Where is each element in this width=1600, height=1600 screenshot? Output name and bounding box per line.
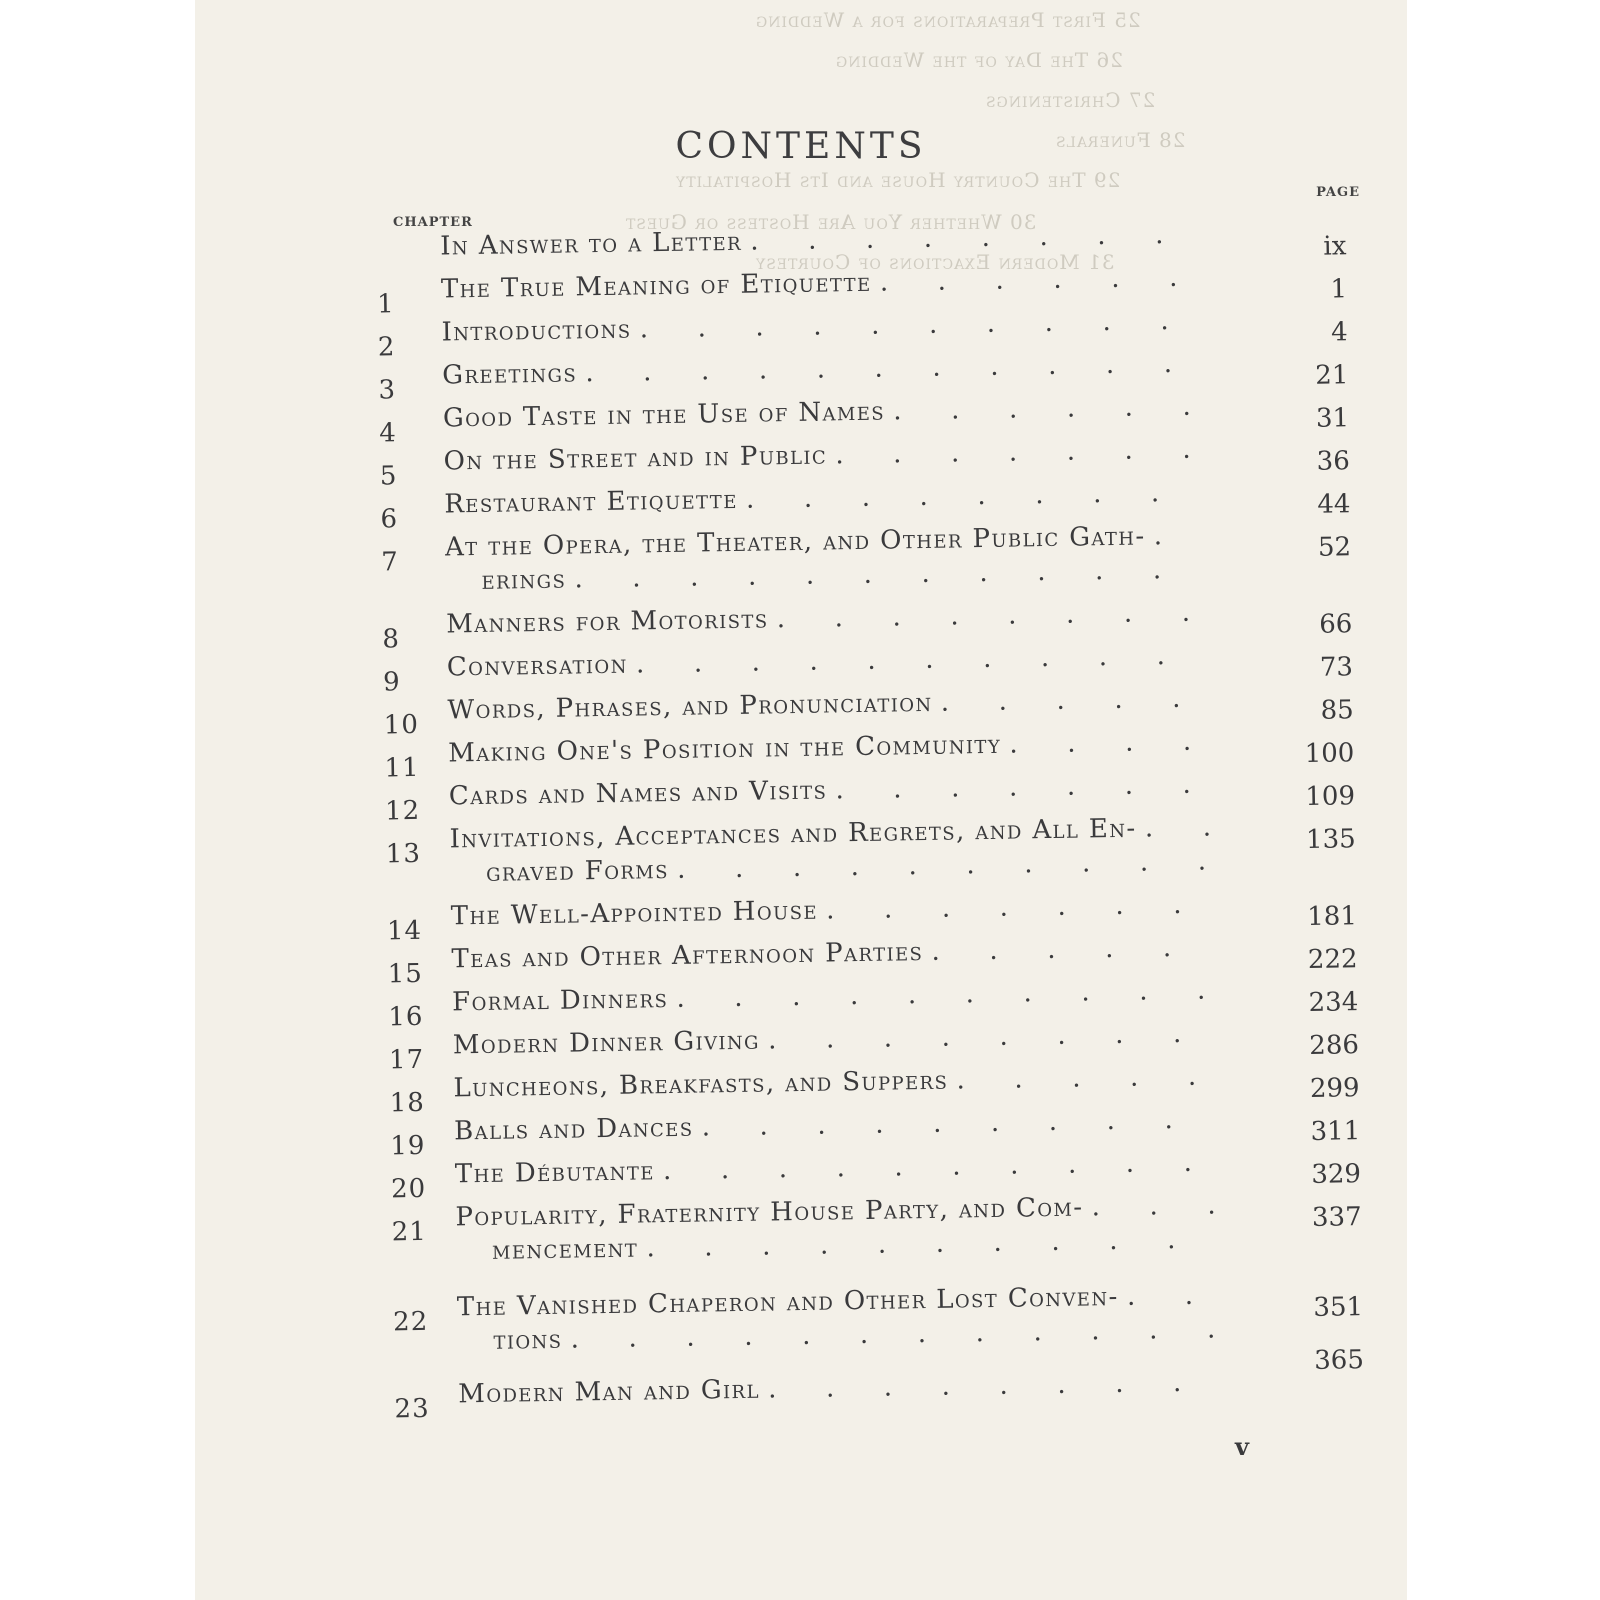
page-number: 31 — [1315, 403, 1350, 434]
toc-entry — [386, 887, 1377, 947]
chapter-title: Making One's Position in the Community . — [448, 726, 1214, 768]
chapter-title: The Vanished Chaperon and Other Lost Conven- . — [457, 1280, 1223, 1322]
show-through-text: 31 Modern Exactions of Courtesy — [755, 250, 1115, 274]
page-title: CONTENTS — [675, 126, 927, 167]
chapter-title: Conversation . — [447, 640, 1213, 682]
chapter-number: 15 — [387, 958, 424, 990]
page-number: 1 — [1330, 274, 1348, 305]
toc-entry — [394, 1345, 1384, 1425]
page-number: 109 — [1305, 781, 1356, 812]
chapter-number — [376, 246, 422, 247]
chapter-number: 9 — [382, 667, 401, 698]
chapter-column-header: CHAPTER — [393, 215, 473, 230]
show-through-text: 25 First Preparations for a Wedding — [755, 8, 1141, 32]
chapter-title: Luncheons, Breakfasts, and Suppers . — [453, 1061, 1219, 1103]
chapter-title: Cards and Names and Visits . — [449, 769, 1215, 811]
page-number: 21 — [1315, 360, 1349, 391]
page-number: 66 — [1318, 609, 1353, 640]
page-number: 36 — [1316, 446, 1350, 477]
chapter-title: Modern Man and Girl . — [458, 1367, 1224, 1409]
chapter-title: Words, Phrases, and Pronunciation . — [447, 683, 1213, 725]
chapter-title: Introductions . — [441, 305, 1207, 347]
page-number: 135 — [1305, 824, 1356, 855]
show-through-text: 27 Christenings — [985, 88, 1156, 112]
chapter-number: 13 — [385, 838, 422, 870]
page-number: ix — [1323, 231, 1347, 262]
page-number: 44 — [1317, 489, 1351, 520]
chapter-number: 4 — [378, 418, 397, 449]
chapter-title: Invitations, Acceptances and Regrets, and All En- . — [449, 812, 1215, 854]
chapter-title: Formal Dinners . — [452, 975, 1218, 1017]
page-number: 52 — [1317, 532, 1352, 563]
chapter-title: Balls and Dances . — [454, 1104, 1220, 1146]
chapter-title: Good Taste in the Use of Names . — [443, 391, 1209, 433]
show-through-text: 28 Funerals — [1055, 128, 1186, 152]
chapter-title: The True Meaning of Etiquette . — [441, 262, 1207, 304]
chapter-title-continued: tions . — [493, 1314, 1223, 1355]
chapter-title: In Answer to a Letter . — [440, 219, 1206, 261]
show-through-text: 26 The Day of the Wedding — [835, 48, 1123, 72]
chapter-number: 17 — [388, 1044, 425, 1076]
chapter-title: Manners for Motorists . — [446, 597, 1212, 639]
chapter-title-continued: graved Forms . — [486, 846, 1216, 887]
chapter-title: Restaurant Etiquette . — [444, 477, 1210, 519]
chapter-number: 5 — [379, 461, 398, 492]
page-number: 73 — [1319, 652, 1354, 683]
chapter-title-continued: erings . — [481, 554, 1211, 595]
page-number: 181 — [1307, 901, 1358, 932]
chapter-title: At the Opera, the Theater, and Other Public Gath- . — [445, 520, 1211, 562]
page-number: 337 — [1311, 1202, 1362, 1233]
chapter-title: The Well-Appointed House . — [451, 889, 1217, 931]
chapter-number: 7 — [380, 547, 399, 578]
chapter-number: 12 — [384, 795, 421, 827]
chapter-title: The Débutante . — [455, 1147, 1221, 1189]
page-number: 365 — [1313, 1345, 1365, 1376]
chapter-title: Popularity, Fraternity House Party, and Com- . — [455, 1190, 1221, 1232]
chapter-number: 19 — [390, 1130, 426, 1162]
chapter-title: Modern Dinner Giving . — [453, 1018, 1219, 1060]
toc-entry — [392, 1278, 1383, 1356]
book-page — [195, 0, 1407, 1600]
toc-entry — [382, 595, 1372, 655]
chapter-number: 22 — [392, 1306, 429, 1338]
chapter-title-continued: mencement . — [492, 1224, 1222, 1265]
chapter-number: 14 — [386, 915, 423, 947]
chapter-title: Teas and Other Afternoon Parties . — [451, 932, 1217, 974]
toc-list — [195, 0, 1407, 1600]
chapter-number: 23 — [394, 1393, 430, 1425]
chapter-number: 10 — [383, 709, 420, 741]
page-number: 100 — [1304, 738, 1355, 769]
page-number: 234 — [1308, 987, 1359, 1018]
page-number: 311 — [1310, 1116, 1361, 1147]
page-column-header: PAGE — [1316, 185, 1360, 200]
page-number: 329 — [1311, 1159, 1362, 1190]
chapter-number: 16 — [388, 1001, 424, 1033]
chapter-number: 2 — [377, 332, 396, 363]
chapter-number: 20 — [390, 1173, 427, 1205]
chapter-number: 11 — [384, 752, 420, 784]
chapter-number: 21 — [391, 1216, 428, 1248]
chapter-number: 3 — [378, 375, 397, 406]
chapter-number: 6 — [380, 504, 399, 535]
page-number: 85 — [1320, 695, 1354, 726]
folio-page-number: v — [1235, 1432, 1249, 1461]
chapter-number: 18 — [389, 1087, 426, 1119]
page-number: 4 — [1330, 317, 1348, 348]
chapter-title: On the Street and in Public . — [443, 434, 1209, 476]
chapter-number: 1 — [376, 289, 395, 320]
chapter-number: 8 — [382, 624, 401, 655]
page-number: 299 — [1309, 1073, 1360, 1104]
page-number: 286 — [1309, 1030, 1360, 1061]
page-number: 351 — [1313, 1292, 1364, 1323]
show-through-text: 30 Whether You Are Hostess or Guest — [625, 210, 1037, 234]
page-number: 222 — [1307, 944, 1358, 975]
chapter-title: Greetings . — [442, 348, 1208, 390]
show-through-text: 29 The Country House and Its Hospitality — [675, 168, 1121, 192]
